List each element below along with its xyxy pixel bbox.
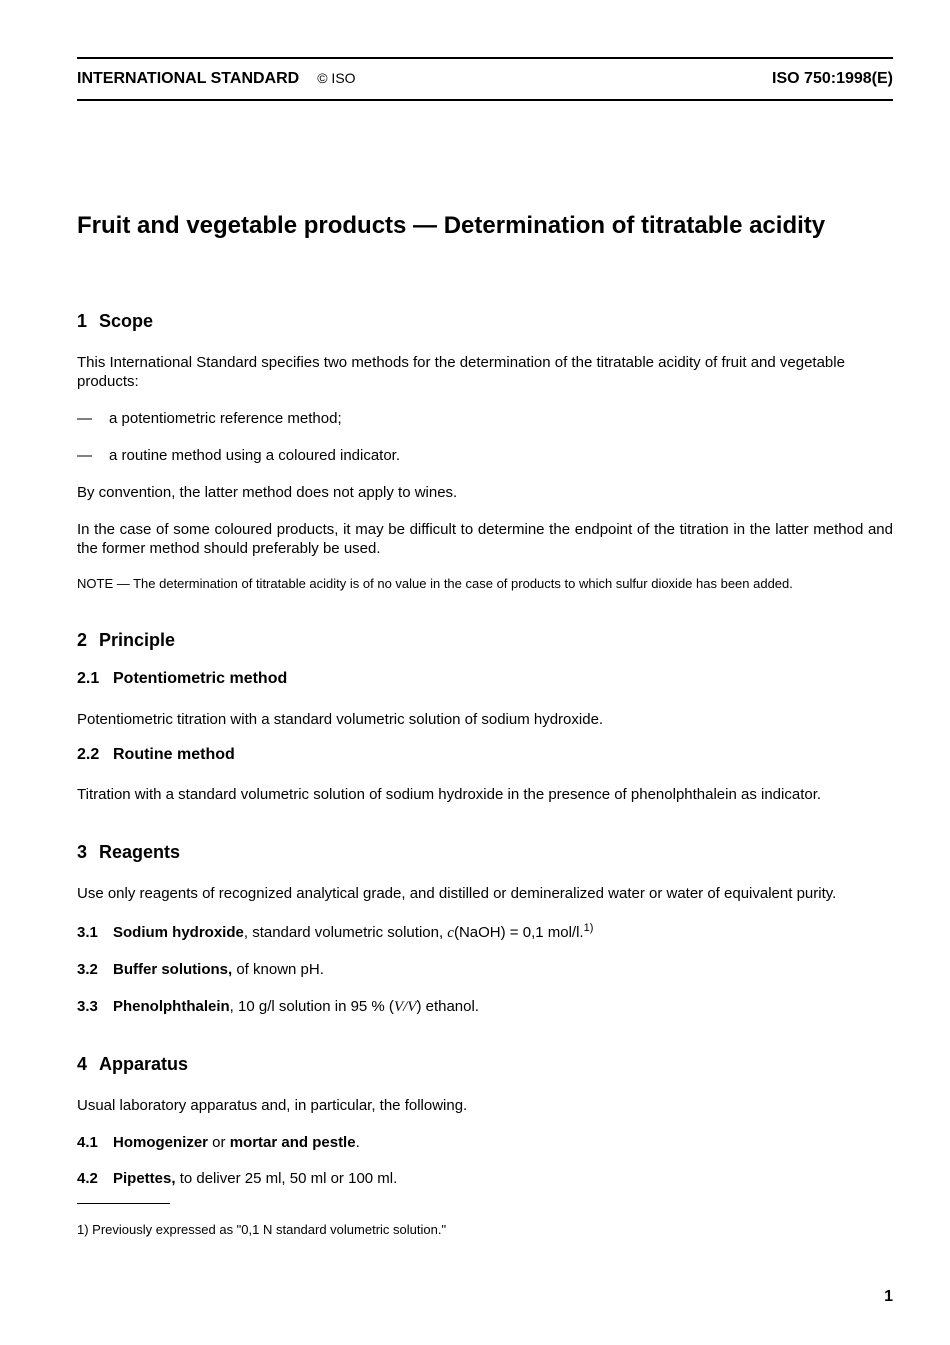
- subsection-2-1-heading: 2.1 Potentiometric method: [77, 670, 288, 687]
- footnote-separator: [77, 1203, 170, 1204]
- running-header: [77, 70, 893, 92]
- page-number: 1: [884, 1288, 893, 1305]
- document-title: Fruit and vegetable products — Determination of titratable acidity: [77, 212, 826, 239]
- scope-list-item-2: — a routine method using a coloured indicator.: [77, 447, 401, 464]
- header-copyright: © ISO: [317, 70, 356, 86]
- apparatus-intro: Usual laboratory apparatus and, in particular, the following.: [77, 1097, 468, 1114]
- section-4-heading: 4 Apparatus: [77, 1054, 189, 1074]
- reagent-3-2: 3.2 Buffer solutions, of known pH.: [77, 961, 324, 978]
- document-page: [77, 0, 893, 1345]
- reagent-3-3: 3.3 Phenolphthalein, 10 g/l solution in 95 % (V/V) ethanol.: [77, 998, 479, 1015]
- section-1-heading: 1 Scope: [77, 311, 154, 331]
- apparatus-4-2: 4.2 Pipettes, to deliver 25 ml, 50 ml or 100 ml.: [77, 1170, 398, 1187]
- scope-note: NOTE — The determination of titratable acidity is of no value in the case of products to which sulfur dioxide has been added.: [77, 576, 793, 591]
- scope-paragraph-2: By convention, the latter method does not apply to wines.: [77, 484, 458, 501]
- scope-paragraph-1: This International Standard specifies two methods for the determination of the titratable acidity of fruit and vegetable products:: [77, 354, 845, 390]
- header-left: [77, 70, 356, 88]
- scope-list-item-1: — a potentiometric reference method;: [77, 410, 342, 427]
- scope-paragraph-3: In the case of some coloured products, it may be difficult to determine the endpoint of the titration in the latter method and the former method should preferably be used.: [77, 521, 893, 557]
- section-3-heading: 3 Reagents: [77, 842, 181, 862]
- footnote-ref[interactable]: 1): [583, 922, 594, 934]
- subsection-2-2-heading: 2.2 Routine method: [77, 746, 235, 763]
- header-standard-label: INTERNATIONAL STANDARD: [77, 70, 300, 87]
- reagent-3-1: 3.1 Sodium hydroxide, standard volumetric solution, c(NaOH) = 0,1 mol/l.$^{1)}$: [77, 922, 594, 941]
- footnote-1: 1) Previously expressed as "0,1 N standard volumetric solution.": [77, 1222, 447, 1237]
- apparatus-4-1: 4.1 Homogenizer or mortar and pestle.: [77, 1134, 360, 1151]
- reagents-intro: Use only reagents of recognized analytical grade, and distilled or demineralized water or water of equivalent purity.: [77, 885, 837, 902]
- header-rule-bottom: [77, 99, 893, 101]
- subsection-2-1-text: Potentiometric titration with a standard volumetric solution of sodium hydroxide.: [77, 711, 604, 728]
- subsection-2-2-text: Titration with a standard volumetric solution of sodium hydroxide in the presence of phenolphthalein as indicator.: [77, 786, 822, 803]
- header-document-id: ISO 750:1998(E): [772, 70, 893, 87]
- header-rule-top: [77, 57, 893, 59]
- section-2-heading: 2 Principle: [77, 630, 176, 650]
